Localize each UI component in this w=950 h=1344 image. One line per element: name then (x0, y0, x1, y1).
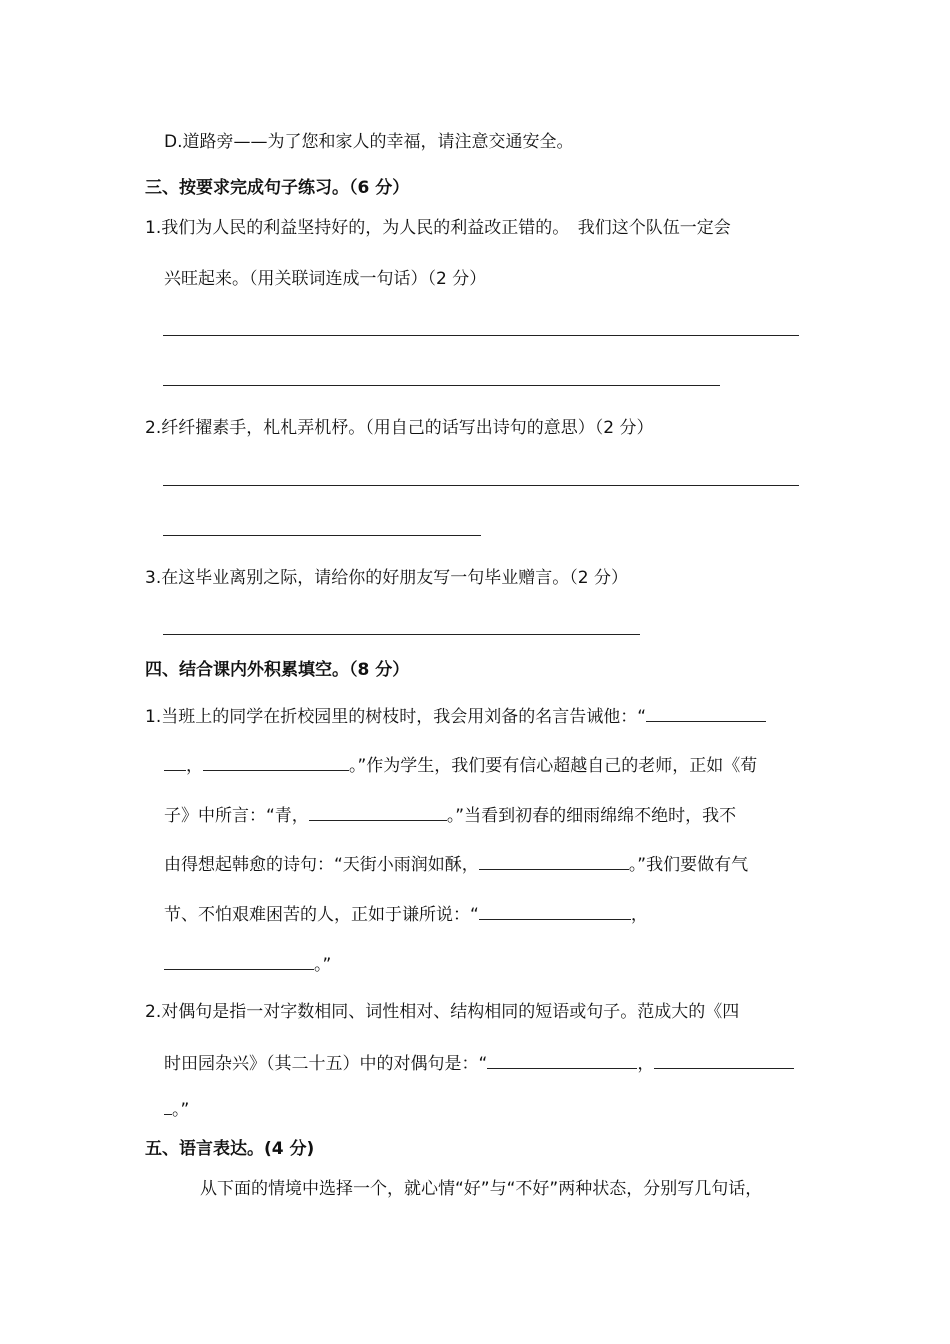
s4-q1-text-d2: 。”我们要做有气 (628, 855, 749, 875)
option-d: D.道路旁——为了您和家人的幸福，请注意交通安全。 (164, 132, 574, 152)
s4-q1-text-e1: 节、不怕艰难困苦的人，正如于谦所说：“ (164, 905, 479, 925)
s4-q1-text-d1: 由得想起韩愈的诗句：“天街小雨润如酥， (164, 855, 479, 875)
s3-q3-answer-line[interactable] (163, 634, 640, 635)
s4-q1-text-c2: 。”当看到初春的细雨绵绵不绝时，我不 (446, 806, 737, 826)
s4-q1-text-f: 。” (314, 955, 332, 975)
s3-q2: 2.纤纤擢素手，札札弄机杼。（用自己的话写出诗句的意思）（2 分） (145, 418, 654, 438)
s4-q1-blank-2[interactable] (203, 752, 349, 771)
s4-q1-line2 (164, 752, 757, 778)
s3-q2-answer-line-1[interactable] (163, 485, 799, 486)
section4-heading: 四、结合课内外积累填空。（8 分） (145, 660, 410, 680)
s3-q3: 3.在这毕业离别之际，请给你的好朋友写一句毕业赠言。（2 分） (145, 568, 628, 588)
s4-q1-line5 (164, 901, 648, 927)
s4-q1-line3 (164, 802, 736, 828)
s4-q1-line4 (164, 851, 748, 877)
s4-q1-line1 (145, 703, 766, 729)
s4-q1-text-c1: 子》中所言：“青， (164, 806, 309, 826)
s4-q2-line2 (164, 1050, 794, 1076)
s4-q2-text-b1: 时田园杂兴》（其二十五）中的对偶句是：“ (164, 1054, 488, 1074)
s4-q1-sep: ， (186, 756, 203, 776)
s4-q2-line3 (164, 1096, 189, 1122)
s3-q2-answer-line-2[interactable] (163, 535, 481, 536)
s3-q1-line1: 1.我们为人民的利益坚持好的，为人民的利益改正错的。 我们这个队伍一定会 (145, 218, 731, 238)
s3-q1-line2: 兴旺起来。（用关联词连成一句话）（2 分） (164, 269, 487, 289)
s4-q1-blank-4[interactable] (479, 851, 629, 870)
s4-q2-text-c: 。” (172, 1100, 190, 1120)
s4-q2-blank-1[interactable] (487, 1050, 637, 1069)
s4-q2-blank-2b[interactable] (164, 1096, 172, 1115)
s4-q1-blank-6[interactable] (164, 951, 314, 970)
s4-q2-blank-2a[interactable] (654, 1050, 794, 1069)
s3-q1-answer-line-1[interactable] (163, 335, 799, 336)
section5-heading: 五、语言表达。(4 分) (145, 1139, 315, 1159)
s4-q1-blank-1a[interactable] (646, 703, 766, 722)
s4-q1-blank-3[interactable] (309, 802, 447, 821)
s4-q2-text-b2: ， (637, 1054, 655, 1074)
s4-q1-text-e2: ， (630, 905, 648, 925)
s4-q2-line1: 2.对偶句是指一对字数相同、词性相对、结构相同的短语或句子。范成大的《四 (145, 1002, 740, 1022)
section3-heading: 三、按要求完成句子练习。（6 分） (145, 178, 410, 198)
s4-q1-blank-5[interactable] (479, 901, 631, 920)
s5-intro: 从下面的情境中选择一个，就心情“好”与“不好”两种状态，分别写几句话， (200, 1179, 763, 1199)
s3-q1-answer-line-2[interactable] (163, 385, 720, 386)
s4-q1-text-a: 1.当班上的同学在折校园里的树枝时，我会用刘备的名言告诫他：“ (145, 707, 647, 727)
s4-q1-text-b: 。”作为学生，我们要有信心超越自己的老师，正如《荀 (349, 756, 758, 776)
s4-q1-blank-1b[interactable] (164, 752, 186, 771)
s4-q1-line6 (164, 951, 331, 977)
